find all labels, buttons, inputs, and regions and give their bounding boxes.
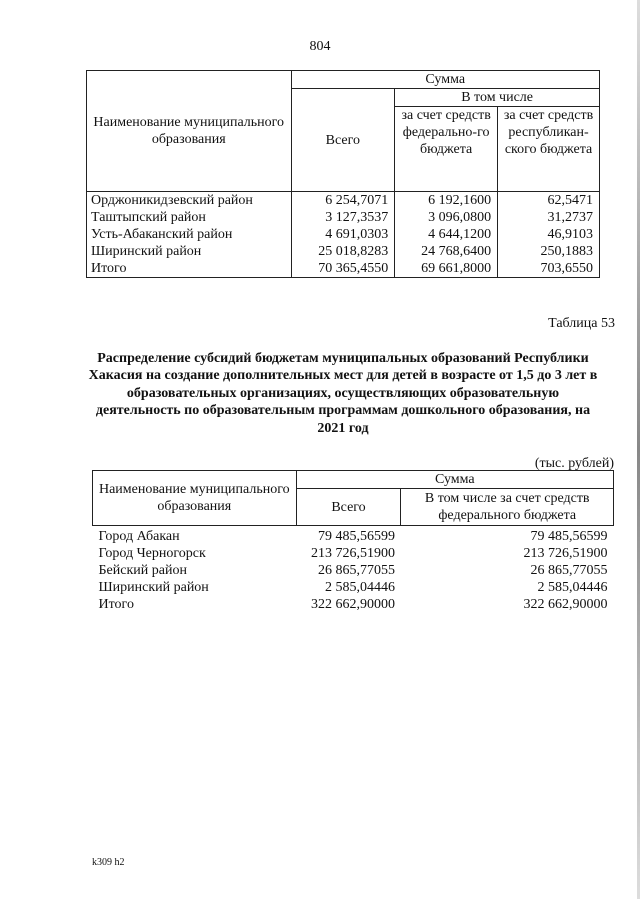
header-federal: за счет средств федерально-го бюджета (395, 107, 498, 192)
table-row: Бейский район 26 865,77055 26 865,77055 (98, 563, 608, 578)
units-label: (тыс. рублей) (534, 456, 614, 471)
table-row: Город Абакан 79 485,56599 79 485,56599 (98, 529, 608, 544)
header-total: Всего (291, 89, 395, 192)
header-municipality: Наименование муниципального образования (93, 471, 297, 526)
header-sum: Сумма (296, 471, 613, 489)
table-title: Распределение субсидий бюджетам муниципальных образований Республики Хакасия на создание дополнительных мест для детей в возрасте от 1,5 до 3 лет в образовательных организациях, осуществляющих образовательную деятельность по образовательным программам дошкольного образования, на 2021 год (88, 351, 598, 436)
table-row: Город Черногорск 213 726,51900 213 726,51900 (98, 546, 608, 561)
table-row: Ширинский район 25 018,8283 24 768,6400 250,1883 (87, 243, 600, 260)
header-sum: Сумма (291, 71, 600, 89)
subsidy-table (92, 470, 614, 613)
table-row: Орджоникидзевский район 6 254,7071 6 192,1600 62,5471 (87, 192, 600, 210)
header-including: В том числе (395, 89, 600, 107)
header-total: Всего (296, 489, 401, 526)
header-republican: за счет средств республикан-ского бюджета (498, 107, 600, 192)
totals-row: Итого 70 365,4550 69 661,8000 703,6550 (87, 260, 600, 278)
page-number: 804 (309, 39, 331, 54)
totals-row: Итого 322 662,90000 322 662,90000 (98, 597, 608, 612)
table-row: Таштыпский район 3 127,3537 3 096,0800 31,2737 (87, 209, 600, 226)
table-caption: Таблица 53 (548, 316, 615, 331)
header-federal: В том числе за счет средств федерального бюджета (401, 489, 614, 526)
footer-code: k309 h2 (92, 857, 125, 868)
subsidy-table-continued (86, 70, 600, 278)
table-row: Ширинский район 2 585,04446 2 585,04446 (98, 580, 608, 595)
table-row: Усть-Абаканский район 4 691,0303 4 644,1200 46,9103 (87, 226, 600, 243)
header-municipality: Наименование муниципального образования (87, 71, 292, 192)
